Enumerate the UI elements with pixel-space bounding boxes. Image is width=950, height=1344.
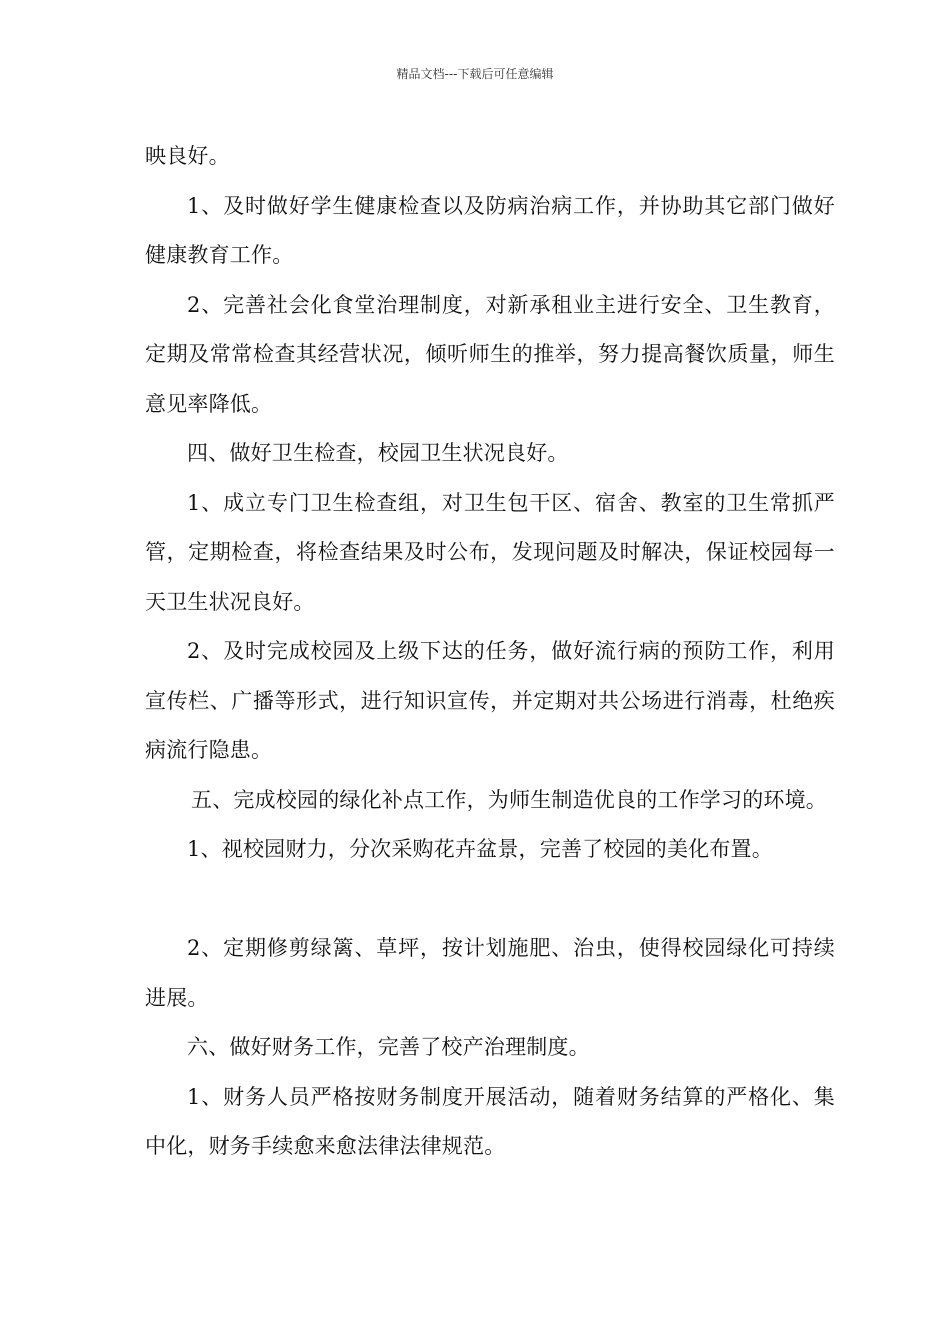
document-body: [145, 132, 835, 1172]
paragraph-canteen: 2、完善社会化食堂治理制度，对新承租业主进行安全、卫生教育，定期及常常检查其经营状况，倾听师生的推举，努力提高餐饮质量，师生意见率降低。: [145, 292, 835, 416]
section-heading-hygiene: 四、做好卫生检查，校园卫生状况良好。: [187, 441, 569, 465]
paragraph-inspection-group: 1、成立专门卫生检查组，对卫生包干区、宿舍、教室的卫生常抓严管，定期检查，将检查结果及时公布，发现问题及时解决，保证校园每一天卫生状况良好。: [145, 490, 835, 614]
paragraph-health-check: 1、及时做好学生健康检查以及防病治病工作，并协助其它部门做好健康教育工作。: [145, 193, 835, 267]
paragraph-continuation: 映良好。: [145, 144, 230, 168]
paragraph-flowers: 1、视校园财力，分次采购花卉盆景，完善了校园的美化布置。: [187, 837, 773, 861]
paragraph-epidemic-prevention: 2、及时完成校园及上级下达的任务，做好流行病的预防工作，利用宣传栏、广播等形式，进行知识宣传，并定期对共公场进行消毒，杜绝疾病流行隐患。: [145, 639, 835, 762]
paragraph-finance-staff: 1、财务人员严格按财务制度开展活动，随着财务结算的严格化、集中化，财务手续愈来愈法律法律规范。: [145, 1084, 835, 1158]
section-heading-finance: 六、做好财务工作，完善了校产治理制度。: [187, 1035, 590, 1059]
blank-line: [145, 875, 835, 925]
page-header: 精品文档---下载后可任意编辑: [396, 67, 554, 81]
section-heading-greening: 五、完成校园的绿化补点工作，为师生制造优良的工作学习的环境。: [191, 787, 827, 812]
paragraph-trimming: 2、定期修剪绿篱、草坪，按计划施肥、治虫，使得校园绿化可持续进展。: [145, 936, 835, 1010]
